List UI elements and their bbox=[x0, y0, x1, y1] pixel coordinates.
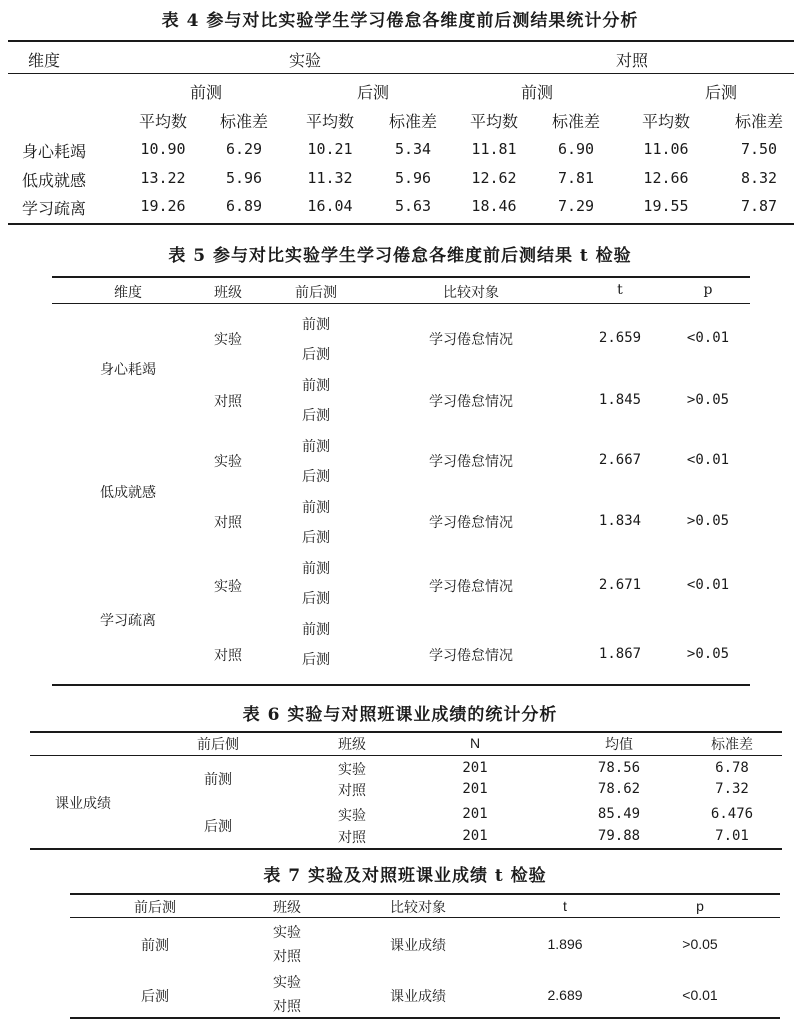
table-5-t: 2.671 bbox=[598, 577, 642, 593]
table-4-cell: 13.22 bbox=[140, 169, 186, 187]
table-6-sd: 6.78 bbox=[715, 760, 749, 776]
table-5-header: 维度 bbox=[114, 285, 142, 301]
table-5-header: 比较对象 bbox=[443, 285, 499, 301]
table-7-header: 班级 bbox=[273, 900, 301, 916]
table-6-class: 实验 bbox=[338, 808, 366, 824]
table-7-phase: 前测 bbox=[141, 938, 169, 954]
table-6-n: 201 bbox=[462, 781, 488, 797]
table-5-compare: 学习倦怠情况 bbox=[429, 332, 513, 348]
table-5-p: <0.01 bbox=[686, 330, 730, 346]
table-6-header: 班级 bbox=[338, 737, 366, 753]
table-5-class: 实验 bbox=[214, 332, 242, 348]
table-5-phase: 前测 bbox=[302, 622, 330, 638]
table-5-phase: 后测 bbox=[302, 469, 330, 485]
table-6-n: 201 bbox=[462, 760, 488, 776]
table-4-sd-header: 标准差 bbox=[219, 112, 269, 131]
table-4-bottom-rule bbox=[8, 223, 794, 225]
table-4-cell: 11.06 bbox=[643, 140, 689, 158]
table-6-mean: 79.88 bbox=[597, 828, 641, 844]
table-6-header: 标准差 bbox=[711, 737, 753, 753]
table-4-sd-header: 标准差 bbox=[388, 112, 438, 131]
table-6-n: 201 bbox=[462, 828, 488, 844]
table-7-class: 实验 bbox=[273, 975, 301, 991]
table-4-row-label: 身心耗竭 bbox=[22, 142, 87, 161]
table-7-t: 1.896 bbox=[547, 936, 583, 952]
table-4-cell: 6.89 bbox=[225, 197, 263, 215]
table-4-group-exp: 实验 bbox=[288, 51, 322, 70]
table-4-mean-header: 平均数 bbox=[138, 112, 188, 131]
table-5-class: 实验 bbox=[214, 579, 242, 595]
table-6-class: 对照 bbox=[338, 830, 366, 846]
table-4-cell: 19.55 bbox=[643, 197, 689, 215]
table-4-cell: 11.32 bbox=[307, 169, 353, 187]
table-4-cell: 18.46 bbox=[471, 197, 517, 215]
table-4-dim-header: 维度 bbox=[28, 51, 61, 70]
table-4-cell: 12.62 bbox=[471, 169, 517, 187]
table-5-class: 对照 bbox=[214, 394, 242, 410]
table-4-cell: 5.96 bbox=[394, 169, 432, 187]
table-5-phase: 后测 bbox=[302, 530, 330, 546]
table-5-p: >0.05 bbox=[686, 646, 730, 662]
table-6-sd: 7.32 bbox=[715, 781, 749, 797]
table-5-phase: 前测 bbox=[302, 378, 330, 394]
table-5-header: t bbox=[617, 282, 623, 298]
table-5-phase: 前测 bbox=[302, 500, 330, 516]
table-5-p: >0.05 bbox=[686, 513, 730, 529]
table-6-header-rule bbox=[30, 755, 782, 756]
table-5-t: 1.867 bbox=[598, 646, 642, 662]
table-7-header: p bbox=[696, 898, 704, 914]
table-7-header: 比较对象 bbox=[390, 900, 446, 916]
table-5-top-rule bbox=[52, 276, 750, 278]
table-5-header: 前后测 bbox=[295, 285, 337, 301]
table-5-dim: 身心耗竭 bbox=[100, 362, 156, 378]
table-7-t: 2.689 bbox=[547, 987, 583, 1003]
table-4-ctrl-pre: 前测 bbox=[520, 83, 554, 102]
table-4-title: 表 4 参与对比实验学生学习倦怠各维度前后测结果统计分析 bbox=[161, 11, 639, 31]
table-6-sd: 6.476 bbox=[710, 806, 754, 822]
table-5-bottom-rule bbox=[52, 684, 750, 686]
table-7-title: 表 7 实验及对照班课业成绩 t 检验 bbox=[263, 866, 547, 886]
table-7-compare: 课业成绩 bbox=[390, 989, 446, 1005]
table-5-class: 实验 bbox=[214, 454, 242, 470]
table-5-header: 班级 bbox=[214, 285, 242, 301]
table-5-compare: 学习倦怠情况 bbox=[429, 579, 513, 595]
table-5-phase: 后测 bbox=[302, 652, 330, 668]
table-4-ctrl-post: 后测 bbox=[704, 83, 738, 102]
table-4-cell: 6.90 bbox=[557, 140, 595, 158]
table-6-mean: 78.56 bbox=[597, 760, 641, 776]
table-5-dim: 学习疏离 bbox=[100, 613, 156, 629]
table-4-cell: 7.50 bbox=[740, 140, 778, 158]
table-5-header: p bbox=[703, 282, 713, 298]
table-4-mean-header: 平均数 bbox=[469, 112, 519, 131]
table-7-p: >0.05 bbox=[682, 936, 718, 952]
table-4-cell: 6.29 bbox=[225, 140, 263, 158]
table-6-header: 均值 bbox=[605, 737, 633, 753]
table-4-cell: 12.66 bbox=[643, 169, 689, 187]
table-4-exp-post: 后测 bbox=[356, 83, 390, 102]
table-5-class: 对照 bbox=[214, 515, 242, 531]
table-6-row-label: 课业成绩 bbox=[55, 796, 111, 812]
table-4-cell: 5.96 bbox=[225, 169, 263, 187]
table-5-class: 对照 bbox=[214, 648, 242, 664]
table-7-header: 前后测 bbox=[134, 900, 176, 916]
table-5-phase: 前测 bbox=[302, 561, 330, 577]
table-6-mean: 85.49 bbox=[597, 806, 641, 822]
table-4-group-ctrl: 对照 bbox=[615, 51, 649, 70]
table-7-class: 实验 bbox=[273, 925, 301, 941]
table-4-top-rule bbox=[8, 40, 794, 42]
table-4-cell: 16.04 bbox=[307, 197, 353, 215]
table-7-compare: 课业成绩 bbox=[390, 938, 446, 954]
table-5-t: 1.845 bbox=[598, 392, 642, 408]
table-6-class: 实验 bbox=[338, 762, 366, 778]
table-6-n: 201 bbox=[462, 806, 488, 822]
table-4-cell: 19.26 bbox=[140, 197, 186, 215]
table-4-cell: 10.21 bbox=[307, 140, 353, 158]
table-4-cell: 11.81 bbox=[471, 140, 517, 158]
table-6-header: N bbox=[469, 735, 481, 751]
table-6-sd: 7.01 bbox=[715, 828, 749, 844]
table-7-p: <0.01 bbox=[682, 987, 718, 1003]
table-6-title: 表 6 实验与对照班课业成绩的统计分析 bbox=[242, 705, 558, 725]
table-5-t: 1.834 bbox=[598, 513, 642, 529]
table-5-p: >0.05 bbox=[686, 392, 730, 408]
table-7-phase: 后测 bbox=[141, 989, 169, 1005]
table-5-phase: 前测 bbox=[302, 317, 330, 333]
table-5-compare: 学习倦怠情况 bbox=[429, 648, 513, 664]
table-7-header: t bbox=[563, 898, 567, 914]
table-6-phase: 后测 bbox=[204, 819, 232, 835]
table-4-cell: 5.34 bbox=[394, 140, 432, 158]
table-7-header-rule bbox=[70, 917, 780, 918]
table-6-mean: 78.62 bbox=[597, 781, 641, 797]
table-6-header: 前后侧 bbox=[197, 737, 239, 753]
table-4-cell: 7.87 bbox=[740, 197, 778, 215]
table-4-row-label: 学习疏离 bbox=[22, 199, 87, 218]
table-5-phase: 后测 bbox=[302, 408, 330, 424]
table-4-cell: 10.90 bbox=[140, 140, 186, 158]
table-5-compare: 学习倦怠情况 bbox=[429, 454, 513, 470]
table-5-phase: 后测 bbox=[302, 347, 330, 363]
table-7-class: 对照 bbox=[273, 949, 301, 965]
table-5-p: <0.01 bbox=[686, 452, 730, 468]
table-4-row-label: 低成就感 bbox=[22, 171, 87, 190]
table-4-header-rule bbox=[8, 73, 794, 74]
table-5-compare: 学习倦怠情况 bbox=[429, 515, 513, 531]
table-6-top-rule bbox=[30, 731, 782, 733]
table-7-bottom-rule bbox=[70, 1017, 780, 1019]
table-5-t: 2.667 bbox=[598, 452, 642, 468]
table-5-phase: 前测 bbox=[302, 439, 330, 455]
table-4-cell: 5.63 bbox=[394, 197, 432, 215]
table-5-p: <0.01 bbox=[686, 577, 730, 593]
table-6-phase: 前测 bbox=[204, 772, 232, 788]
table-4-sd-header: 标准差 bbox=[551, 112, 601, 131]
table-4-cell: 8.32 bbox=[740, 169, 778, 187]
table-4-cell: 7.29 bbox=[557, 197, 595, 215]
table-4-cell: 7.81 bbox=[557, 169, 595, 187]
table-5-title: 表 5 参与对比实验学生学习倦怠各维度前后测结果 t 检验 bbox=[168, 246, 632, 266]
table-6-bottom-rule bbox=[30, 848, 782, 850]
table-5-dim: 低成就感 bbox=[100, 485, 156, 501]
table-7-class: 对照 bbox=[273, 999, 301, 1015]
table-4-mean-header: 平均数 bbox=[305, 112, 355, 131]
table-5-t: 2.659 bbox=[598, 330, 642, 346]
table-5-phase: 后测 bbox=[302, 591, 330, 607]
table-7-top-rule bbox=[70, 893, 780, 895]
table-4-sd-header: 标准差 bbox=[734, 112, 784, 131]
table-5-header-rule bbox=[52, 303, 750, 304]
table-6-class: 对照 bbox=[338, 783, 366, 799]
table-4-exp-pre: 前测 bbox=[189, 83, 223, 102]
table-5-compare: 学习倦怠情况 bbox=[429, 394, 513, 410]
table-4-mean-header: 平均数 bbox=[641, 112, 691, 131]
